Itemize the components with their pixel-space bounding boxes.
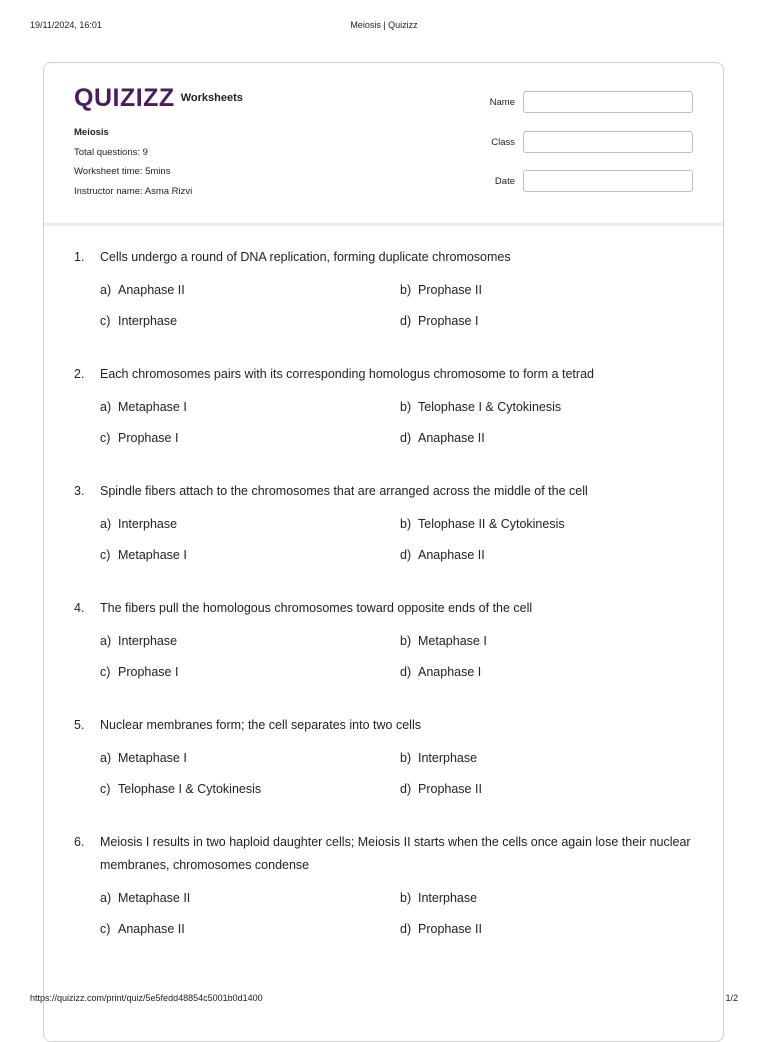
question-number: 3. xyxy=(74,484,85,498)
option-text: Interphase xyxy=(418,751,478,765)
option-key: c) xyxy=(100,782,111,796)
option-text: Prophase II xyxy=(418,283,482,297)
date-field[interactable] xyxy=(523,170,693,192)
answer-option[interactable] xyxy=(100,429,400,448)
answer-options xyxy=(100,632,703,682)
answer-options xyxy=(100,515,703,565)
option-text: Anaphase II xyxy=(418,548,485,562)
option-text: Prophase II xyxy=(418,922,482,936)
question-spacer xyxy=(74,331,703,363)
question-text: Meiosis I results in two haploid daughter cells; Meiosis II starts when the cells once again lose their nuclear membranes, chromosomes condense xyxy=(100,835,691,872)
answer-option[interactable] xyxy=(100,632,400,651)
print-datetime: 19/11/2024, 16:01 xyxy=(30,20,102,30)
option-text: Interphase xyxy=(418,891,478,905)
worksheet-header xyxy=(44,63,723,226)
answer-option[interactable] xyxy=(100,281,400,300)
option-text: Metaphase I xyxy=(118,400,187,414)
option-key: a) xyxy=(100,751,112,765)
answer-option[interactable] xyxy=(100,780,400,799)
option-text: Anaphase II xyxy=(418,431,485,445)
answer-option[interactable] xyxy=(400,281,700,300)
question-row xyxy=(74,597,703,620)
option-text: Anaphase II xyxy=(118,283,185,297)
option-key: c) xyxy=(100,431,111,445)
option-text: Metaphase II xyxy=(118,891,191,905)
option-key: d) xyxy=(400,665,412,679)
print-url: https://quizizz.com/print/quiz/5e5fedd48854c5001b0d1400 xyxy=(30,993,263,1003)
question-row xyxy=(74,246,703,269)
question-text: Each chromosomes pairs with its corresponding homologus chromosome to form a tetrad xyxy=(100,367,594,381)
question-text: Spindle fibers attach to the chromosomes that are arranged across the middle of the cell xyxy=(100,484,588,498)
question-text: Nuclear membranes form; the cell separates into two cells xyxy=(100,718,421,732)
date-label: Date xyxy=(494,176,515,187)
worksheet xyxy=(43,62,724,1042)
option-key: b) xyxy=(400,751,412,765)
option-text: Telophase I & Cytokinesis xyxy=(418,400,562,414)
option-key: b) xyxy=(400,634,412,648)
print-header xyxy=(30,20,738,32)
option-text: Metaphase I xyxy=(418,634,487,648)
quizizz-logo xyxy=(74,85,243,111)
answer-option[interactable] xyxy=(100,889,400,908)
logo-section-label: Worksheets xyxy=(180,92,243,104)
question xyxy=(74,597,703,714)
answer-option[interactable] xyxy=(400,632,700,651)
date-field-row xyxy=(453,170,693,194)
question-number: 6. xyxy=(74,835,85,849)
answer-options xyxy=(100,281,703,331)
student-fields xyxy=(453,91,693,210)
question-number: 4. xyxy=(74,601,85,615)
option-text: Interphase xyxy=(118,634,178,648)
answer-option[interactable] xyxy=(400,546,700,565)
option-text: Metaphase I xyxy=(118,548,187,562)
option-key: b) xyxy=(400,400,412,414)
name-field[interactable] xyxy=(523,91,693,113)
answer-option[interactable] xyxy=(100,515,400,534)
option-key: a) xyxy=(100,283,112,297)
answer-options xyxy=(100,889,703,939)
worksheet-time: Worksheet time: 5mins xyxy=(74,166,171,177)
option-text: Interphase xyxy=(118,517,178,531)
option-key: c) xyxy=(100,314,111,328)
option-key: d) xyxy=(400,782,412,796)
option-text: Prophase II xyxy=(418,782,482,796)
question-spacer xyxy=(74,799,703,831)
option-key: c) xyxy=(100,548,111,562)
option-key: b) xyxy=(400,517,412,531)
option-key: a) xyxy=(100,891,112,905)
question-spacer xyxy=(74,682,703,714)
option-key: b) xyxy=(400,891,412,905)
answer-option[interactable] xyxy=(400,515,700,534)
option-text: Prophase I xyxy=(418,314,479,328)
total-questions: Total questions: 9 xyxy=(74,146,148,158)
answer-option[interactable] xyxy=(400,749,700,768)
option-key: a) xyxy=(100,400,112,414)
answer-option[interactable] xyxy=(100,398,400,417)
option-text: Prophase I xyxy=(118,665,179,679)
answer-option[interactable] xyxy=(100,663,400,682)
class-field-row xyxy=(453,131,693,155)
option-text: Telophase II & Cytokinesis xyxy=(418,517,565,531)
question xyxy=(74,246,703,363)
question-text: The fibers pull the homologous chromosomes toward opposite ends of the cell xyxy=(100,601,533,615)
question xyxy=(74,714,703,831)
option-key: a) xyxy=(100,634,112,648)
option-key: b) xyxy=(400,283,412,297)
instructor-name: Instructor name: Asma Rizvi xyxy=(74,185,193,197)
page-number: 1/2 xyxy=(725,993,738,1003)
question-row xyxy=(74,480,703,503)
answer-option[interactable] xyxy=(100,312,400,331)
option-text: Anaphase II xyxy=(118,922,185,936)
answer-option[interactable] xyxy=(400,312,700,331)
name-label: Name xyxy=(489,97,515,108)
option-key: c) xyxy=(100,922,111,936)
class-label: Class xyxy=(491,136,515,148)
answer-option[interactable] xyxy=(100,546,400,565)
answer-option[interactable] xyxy=(400,889,700,908)
quiz-meta xyxy=(74,127,192,205)
question-text: Cells undergo a round of DNA replication, forming duplicate chromosomes xyxy=(100,250,511,264)
answer-option[interactable] xyxy=(400,780,700,799)
answer-option[interactable] xyxy=(400,398,700,417)
print-doc-title: Meiosis | Quizizz xyxy=(350,20,418,30)
quiz-title: Meiosis xyxy=(74,127,109,138)
question-spacer xyxy=(74,448,703,480)
answer-option[interactable] xyxy=(400,429,700,448)
question-row xyxy=(74,714,703,737)
answer-options xyxy=(100,749,703,799)
question-number: 2. xyxy=(74,367,85,381)
answer-option[interactable] xyxy=(100,749,400,768)
answer-options xyxy=(100,398,703,448)
question-number: 1. xyxy=(74,250,85,264)
name-field-row xyxy=(453,91,693,115)
question xyxy=(74,831,703,939)
question-row xyxy=(74,831,703,877)
option-key: d) xyxy=(400,314,412,328)
option-key: d) xyxy=(400,431,412,445)
option-text: Prophase I xyxy=(118,431,179,445)
answer-option[interactable] xyxy=(400,663,700,682)
question-list xyxy=(74,246,703,939)
print-footer xyxy=(30,993,738,1005)
question-number: 5. xyxy=(74,718,85,732)
option-key: d) xyxy=(400,922,412,936)
option-text: Interphase xyxy=(118,314,178,328)
answer-option[interactable] xyxy=(100,920,400,939)
question-row xyxy=(74,363,703,386)
answer-option[interactable] xyxy=(400,920,700,939)
question-spacer xyxy=(74,565,703,597)
option-key: d) xyxy=(400,548,412,562)
option-text: Metaphase I xyxy=(118,751,187,765)
option-text: Anaphase I xyxy=(418,665,482,679)
logo-wordmark: QUIZIZZ xyxy=(74,84,175,112)
question xyxy=(74,480,703,597)
option-key: a) xyxy=(100,517,112,531)
option-key: c) xyxy=(100,665,111,679)
class-field[interactable] xyxy=(523,131,693,153)
question xyxy=(74,363,703,480)
option-text: Telophase I & Cytokinesis xyxy=(118,782,262,796)
